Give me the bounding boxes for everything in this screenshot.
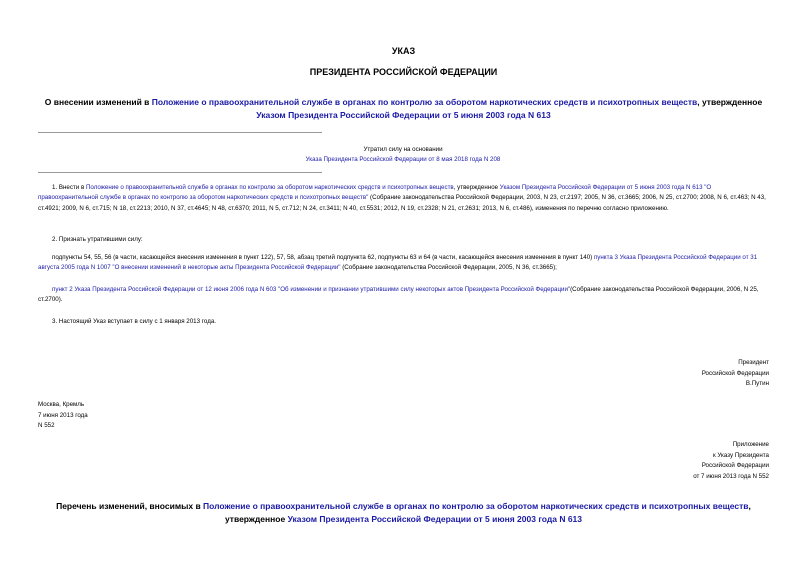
appendix-line-4: от 7 июня 2013 года N 552 [693, 472, 769, 480]
place-date-block [38, 400, 238, 432]
p1-decree-link[interactable]: Указом Президента Российской Федерации от 5 июня 2003 года N 613 "О правоохранительной службе в органах по контролю за оборотом наркотических средств и психотропных веществ" [38, 184, 712, 202]
p3-text-a: подпункты 54, 55, 56 (в части, касающейся внесения изменения в пункт 122), 57, 58, абзац третий подпункта 62, подпункты 63 и 64 (в части, касающейся внесения изменения в пункт 140) [52, 254, 594, 261]
p4-text-b: (Собрание законодательства Российской Федерации, 2006, N 25, ст.2700). [38, 286, 759, 304]
decree-208-link[interactable]: Указа Президента Российской Федерации от 8 мая 2018 года N 208 [305, 156, 501, 163]
paragraph-1 [38, 183, 771, 214]
paragraph-3 [38, 253, 771, 274]
divider-top [38, 132, 322, 133]
place: Москва, Кремль [38, 401, 85, 408]
appendix-decree-613-link[interactable]: Указом Президента Российской Федерации от 5 июня 2003 года N 613 [287, 514, 583, 524]
appendix-regulation-link[interactable]: Положение о правоохранительной службе в органах по контролю за оборотом наркотических средств и психотропных веществ [203, 501, 749, 511]
p3-text-b: (Собрание законодательства Российской Федерации, 2005, N 36, ст.3665); [340, 264, 557, 272]
subject-mid: , утвержденное [697, 97, 763, 107]
paragraph-4 [38, 285, 771, 306]
document-subject [40, 96, 767, 122]
paragraph-2: 2. Признать утратившими силу: [52, 236, 143, 243]
p1-regulation-link[interactable]: Положение о правоохранительной службе в органах по контролю за оборотом наркотических средств и психотропных веществ [85, 184, 454, 191]
p4-decree-603-link[interactable]: пункт 2 Указа Президента Российской Федерации от 12 июня 2006 года N 603 "Об изменении и признании утратившими силу некоторых актов Президента Российской Федерации" [52, 286, 571, 293]
p1-text-c: (Собрание законодательства Российской Федерации, 2003, N 23, ст.2197; 2005, N 36, ст.3665; 2006, N 25, ст.2700; 2008, N 6, ст.463; N 43, ст.4921; 2009, N 6, ст.715; N 18, ст.2213; 2010, N 37, ст.4645; N 48, ст.6370; 2011, N 5, ст.712; N 24, ст.3411; N 40, ст.5531; 2012, N 19, ст.2328; N 21, ст.2631; 2013, N 6, ст.486), изменения по перечню согласно приложению. [38, 194, 766, 212]
document-title: УКАЗ [391, 46, 416, 56]
lost-force-label: Утратил силу на основании [363, 146, 443, 153]
appendix-line-1: Приложение [732, 441, 769, 448]
paragraph-5: 3. Настоящий Указ вступает в силу с 1 января 2013 года. [52, 318, 216, 325]
appendix-subject-mid: , утвержденное [224, 501, 751, 524]
appendix-subject-prefix: Перечень изменений, вносимых в [56, 501, 204, 511]
decree-number: N 552 [38, 422, 55, 430]
p1-text-b: , утвержденное [453, 184, 500, 191]
regulation-link[interactable]: Положение о правоохранительной службе в органах по контролю за оборотом наркотических средств и психотропных веществ [151, 97, 698, 107]
signature-line-1: Президент [738, 359, 769, 366]
p3-decree-1007-link[interactable]: пункта 3 Указа Президента Российской Федерации от 31 августа 2005 года N 1007 "О внесении изменений в некоторые акты Президента Российской Федерации" [38, 254, 758, 272]
signature-block [619, 358, 769, 390]
decree-613-link[interactable]: Указом Президента Российской Федерации от 5 июня 2003 года N 613 [256, 110, 551, 120]
divider-bottom [38, 172, 322, 173]
signature-name: В.Путин [745, 380, 769, 388]
appendix-header [619, 440, 769, 482]
p1-text-a: 1. Внести в [52, 184, 86, 191]
appendix-line-2: к Указу Президента [712, 451, 769, 459]
appendix-subject [40, 500, 767, 526]
date: 7 июня 2013 года [38, 411, 88, 419]
appendix-line-3: Российской Федерации [701, 462, 769, 470]
subject-prefix: О внесении изменений в [44, 97, 152, 107]
document-issuer: ПРЕЗИДЕНТА РОССИЙСКОЙ ФЕДЕРАЦИИ [309, 67, 498, 77]
signature-line-2: Российской Федерации [701, 369, 769, 377]
